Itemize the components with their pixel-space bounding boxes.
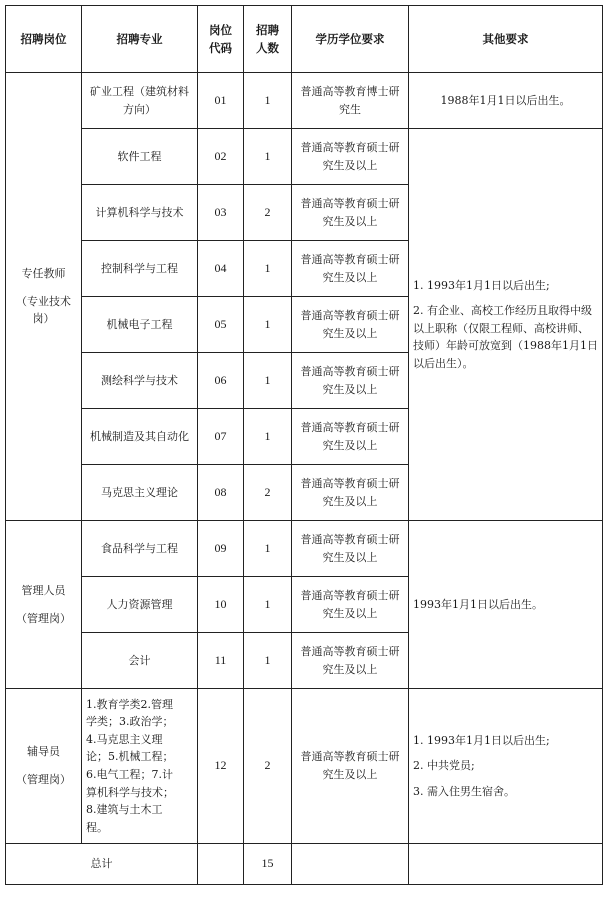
- code-cell: 02: [198, 129, 244, 185]
- recruitment-table: [5, 5, 603, 885]
- major-cell: 人力资源管理: [82, 577, 198, 633]
- total-row: [6, 844, 603, 885]
- code-cell: 09: [198, 521, 244, 577]
- other-line: 1. 1993年1月1日以后出生;: [413, 733, 550, 747]
- education-cell: 普通高等教育硕士研究生及以上: [292, 465, 409, 521]
- code-cell: 11: [198, 633, 244, 689]
- education-cell: 普通高等教育硕士研究生及以上: [292, 353, 409, 409]
- count-cell: 1: [244, 409, 292, 465]
- education-cell: 普通高等教育硕士研究生及以上: [292, 129, 409, 185]
- header-education: 学历学位要求: [292, 6, 409, 73]
- major-cell: 食品科学与工程: [82, 521, 198, 577]
- position-counselor: [6, 689, 82, 844]
- count-cell: 1: [244, 129, 292, 185]
- education-cell: 普通高等教育硕士研究生及以上: [292, 409, 409, 465]
- count-cell: 1: [244, 353, 292, 409]
- education-cell: 普通高等教育硕士研究生及以上: [292, 689, 409, 844]
- count-cell: 2: [244, 689, 292, 844]
- count-cell: 1: [244, 633, 292, 689]
- code-cell: 01: [198, 73, 244, 129]
- table-row: [6, 73, 603, 129]
- table-row: [6, 689, 603, 844]
- major-line: 4.马克思主义理: [86, 732, 163, 746]
- education-cell: 普通高等教育硕士研究生及以上: [292, 297, 409, 353]
- major-line: 1.教育学类2.管理: [86, 697, 173, 711]
- code-cell: 12: [198, 689, 244, 844]
- code-cell: 08: [198, 465, 244, 521]
- total-edu-empty: [292, 844, 409, 885]
- header-row: [6, 6, 603, 73]
- major-cell: 计算机科学与技术: [82, 185, 198, 241]
- total-label: 总计: [6, 844, 198, 885]
- major-line: 论；5.机械工程；: [86, 750, 174, 764]
- table-row: [6, 129, 603, 185]
- education-cell: 普通高等教育博士研究生: [292, 73, 409, 129]
- position-type: （管理岗）: [16, 611, 71, 625]
- code-cell: 05: [198, 297, 244, 353]
- major-cell: 机械制造及其自动化: [82, 409, 198, 465]
- other-line: 3. 需入住男生宿舍。: [413, 784, 515, 798]
- other-line: 1. 1993年1月1日以后出生;: [413, 278, 550, 292]
- header-major: 招聘专业: [82, 6, 198, 73]
- table-row: [6, 521, 603, 577]
- position-teacher: [6, 73, 82, 521]
- position-name: 专任教师: [21, 267, 66, 281]
- count-cell: 1: [244, 241, 292, 297]
- major-cell: 矿业工程（建筑材料方向）: [82, 73, 198, 129]
- major-cell: 控制科学与工程: [82, 241, 198, 297]
- count-cell: 2: [244, 465, 292, 521]
- major-line: 学类；3.政治学；: [86, 715, 174, 729]
- education-cell: 普通高等教育硕士研究生及以上: [292, 633, 409, 689]
- education-cell: 普通高等教育硕士研究生及以上: [292, 185, 409, 241]
- other-cell-admin: 1993年1月1日以后出生。: [409, 521, 603, 689]
- position-name: 管理人员: [21, 583, 66, 597]
- major-cell: 软件工程: [82, 129, 198, 185]
- total-other-empty: [409, 844, 603, 885]
- major-line: 程。: [86, 820, 108, 834]
- other-line: 2. 中共党员;: [413, 759, 475, 773]
- position-type: （管理岗）: [16, 773, 71, 786]
- major-cell-list: [82, 689, 198, 844]
- other-cell: 1988年1月1日以后出生。: [409, 73, 603, 129]
- major-line: 8.建筑与土木工: [86, 803, 163, 817]
- major-line: 6.电气工程；7.计: [86, 768, 173, 781]
- total-code-empty: [198, 844, 244, 885]
- code-cell: 07: [198, 409, 244, 465]
- other-line: 2. 有企业、高校工作经历且取得中级以上职称（仅限工程师、高校讲师、技师）年龄可放宽到（1988年1月1日以后出生）。: [413, 304, 598, 370]
- header-code: 岗位代码: [198, 6, 244, 73]
- major-cell: 会计: [82, 633, 198, 689]
- code-cell: 10: [198, 577, 244, 633]
- other-cell-counselor: [409, 689, 603, 844]
- count-cell: 1: [244, 73, 292, 129]
- position-type: （专业技术岗）: [16, 294, 71, 326]
- position-name: 辅导员: [27, 745, 60, 759]
- other-cell-teacher: [409, 129, 603, 521]
- header-position: 招聘岗位: [6, 6, 82, 73]
- code-cell: 04: [198, 241, 244, 297]
- major-cell: 测绘科学与技术: [82, 353, 198, 409]
- count-cell: 2: [244, 185, 292, 241]
- code-cell: 03: [198, 185, 244, 241]
- major-cell: 马克思主义理论: [82, 465, 198, 521]
- header-count: 招聘人数: [244, 6, 292, 73]
- education-cell: 普通高等教育硕士研究生及以上: [292, 241, 409, 297]
- education-cell: 普通高等教育硕士研究生及以上: [292, 521, 409, 577]
- education-cell: 普通高等教育硕士研究生及以上: [292, 577, 409, 633]
- code-cell: 06: [198, 353, 244, 409]
- header-other: 其他要求: [409, 6, 603, 73]
- count-cell: 1: [244, 521, 292, 577]
- major-cell: 机械电子工程: [82, 297, 198, 353]
- major-line: 算机科学与技术；: [86, 785, 174, 799]
- count-cell: 1: [244, 297, 292, 353]
- total-count: 15: [244, 844, 292, 885]
- count-cell: 1: [244, 577, 292, 633]
- position-admin: [6, 521, 82, 689]
